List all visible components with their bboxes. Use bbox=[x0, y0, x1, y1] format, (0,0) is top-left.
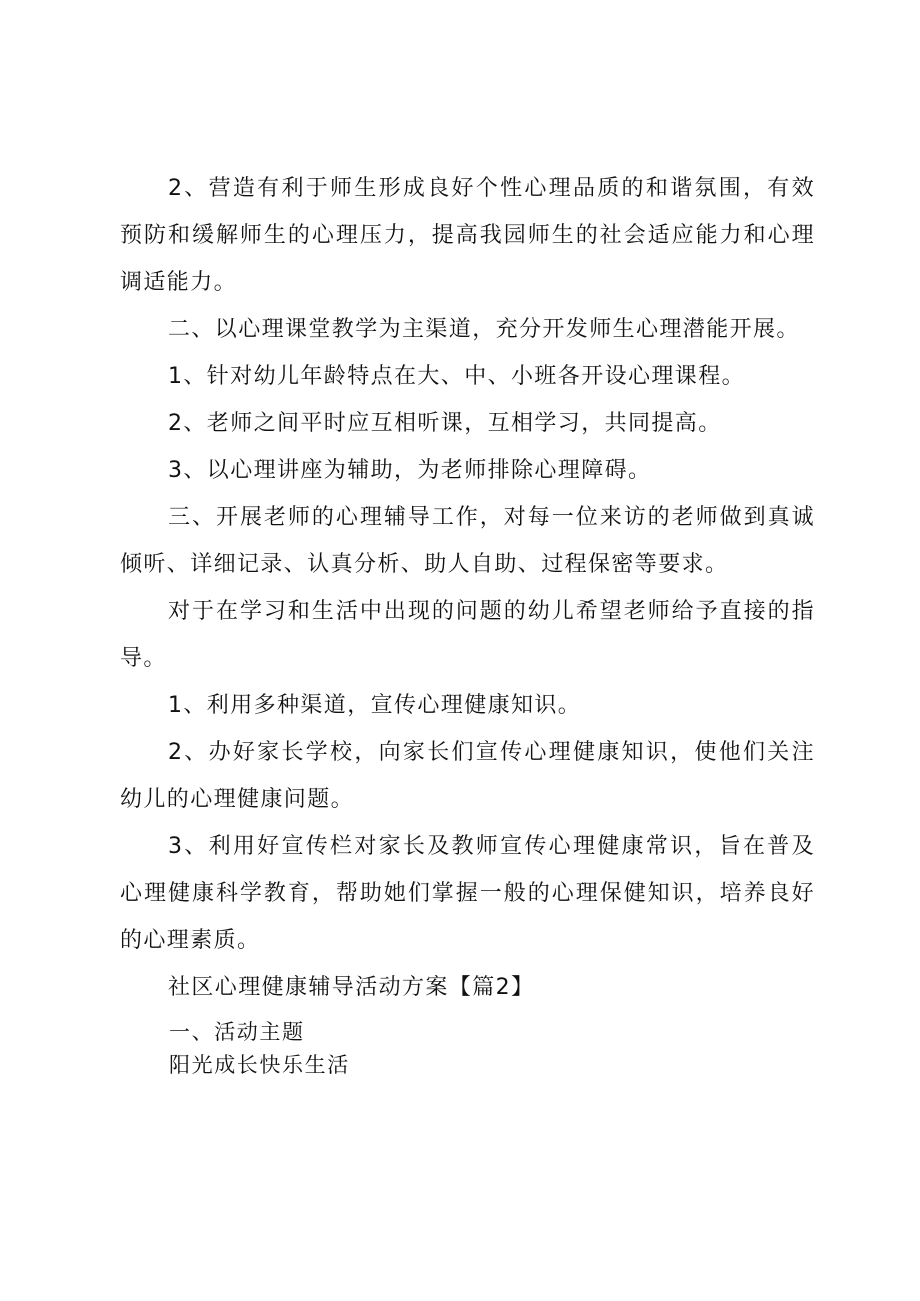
paragraph: 3、以心理讲座为辅助，为老师排除心理障碍。 bbox=[168, 458, 652, 483]
paragraph: 1、针对幼儿年龄特点在大、中、小班各开设心理课程。 bbox=[168, 364, 745, 389]
paragraph: 三、开展老师的心理辅导工作，对每一位来访的老师做到真诚倾听、详细记录、认真分析、助人自助、过程保密等要求。 bbox=[120, 505, 815, 577]
section-heading-block bbox=[120, 1016, 815, 1082]
paragraph: 2、营造有利于师生形成良好个性心理品质的和谐氛围，有效预防和缓解师生的心理压力，提高我园师生的社会适应能力和心理调适能力。 bbox=[120, 176, 815, 295]
subheading: 一、活动主题 bbox=[169, 1020, 305, 1044]
document-body bbox=[120, 165, 815, 1082]
section-title: 社区心理健康辅导活动方案【篇2】 bbox=[168, 975, 535, 1000]
paragraph: 二、以心理课堂教学为主渠道，充分开发师生心理潜能开展。 bbox=[168, 317, 800, 342]
paragraph: 1、利用多种渠道，宣传心理健康知识。 bbox=[168, 693, 582, 718]
paragraph: 2、办好家长学校，向家长们宣传心理健康知识，使他们关注幼儿的心理健康问题。 bbox=[120, 740, 815, 812]
paragraph: 2、老师之间平时应互相听课，互相学习，共同提高。 bbox=[168, 411, 722, 436]
paragraph: 对于在学习和生活中出现的问题的幼儿希望老师给予直接的指导。 bbox=[120, 599, 815, 671]
theme-line: 阳光成长快乐生活 bbox=[169, 1053, 350, 1077]
paragraph: 3、利用好宣传栏对家长及教师宣传心理健康常识，旨在普及心理健康科学教育，帮助她们掌握一般的心理保健知识，培养良好的心理素质。 bbox=[120, 834, 815, 953]
